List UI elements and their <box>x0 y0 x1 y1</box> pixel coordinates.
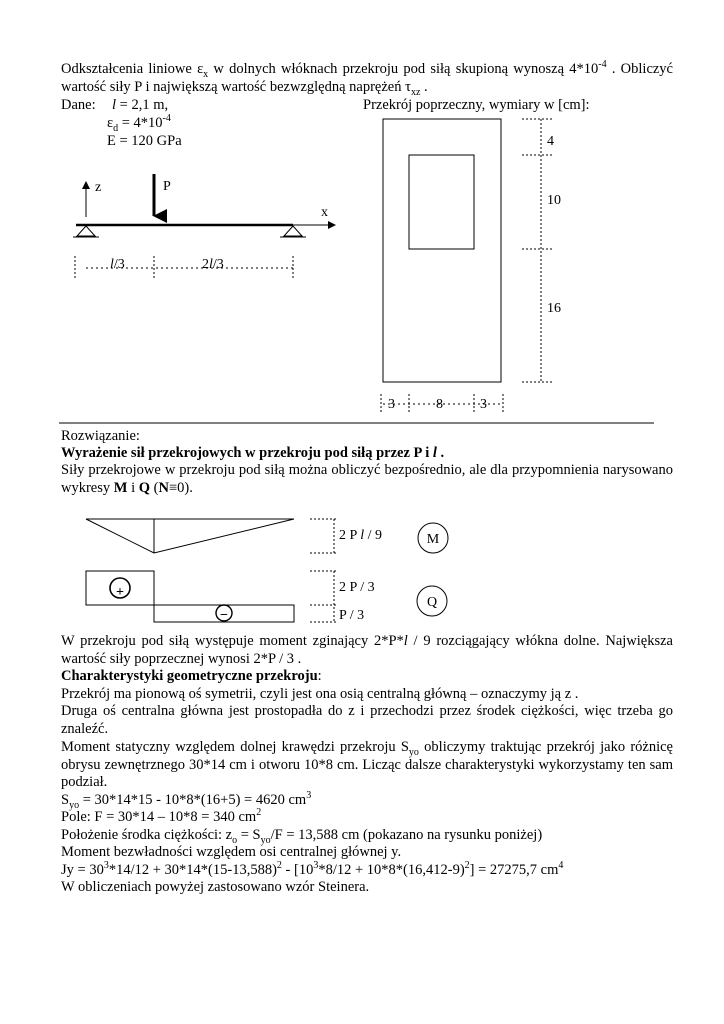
jy-e: ] = 27275,7 cm <box>469 862 559 878</box>
moment-text-b: / 9 rozciągający włókna dolne. Największa wartość siły poprzecznej wynosi 2*P / 3 . <box>61 633 673 667</box>
given-strain-sup: -4 <box>162 113 171 125</box>
moment-diagram <box>86 519 448 553</box>
span-label-1: l/3 <box>110 257 125 272</box>
left-support-icon <box>77 226 95 236</box>
problem-sup: -4 <box>598 59 607 71</box>
characteristics-heading <box>61 668 322 685</box>
centroid-sub1: o <box>232 834 238 846</box>
moment-text-var: l <box>403 633 408 649</box>
second-axis-paragraph: Druga oś centralna główna jest prostopadła do z i przechodzi przez środek ciężkości, więc trzeba go znaleźć. <box>61 703 673 737</box>
inertia-heading: Moment bezwładności względem osi centralnej głównej y. <box>61 844 402 860</box>
centroid-equation <box>61 827 542 844</box>
moment-paragraph <box>61 633 673 668</box>
intro-mid: i <box>127 479 139 496</box>
solution-title <box>61 445 444 462</box>
hole-section <box>409 155 474 249</box>
static-text-a: Moment statyczny względem dolnej krawędzi przekroju S <box>61 739 409 755</box>
shear-top-label: 2 P / 3 <box>339 580 375 595</box>
solution-intro <box>61 462 673 497</box>
centroid-sub2: yo <box>260 834 271 846</box>
intro-Q: Q <box>138 479 151 496</box>
plus-sign-text: + <box>116 585 124 600</box>
cross-section-diagram <box>381 119 561 413</box>
static-sub: yo <box>408 746 419 758</box>
minus-sign-text: − <box>220 608 228 623</box>
moment-circle-label: M <box>426 532 440 547</box>
static-text-b: obliczymy traktując przekrój jako różnicę obrysu zewnętrznego 30*14 cm i otworu 10*8 cm. Licząc dalsze charakterystyki wykorzystamy ten sam podział. <box>61 739 673 790</box>
syo-sup: 3 <box>306 790 312 802</box>
char-heading-text: Charakterystyki geometryczne przekroju <box>61 668 318 684</box>
syo-eq: = 30*14*15 - 10*8*(16+5) = 4620 cm <box>79 792 307 808</box>
dim-h-1: 3 <box>388 397 395 412</box>
given-strain-sub: d <box>113 122 119 134</box>
dim-v-1: 4 <box>547 134 554 149</box>
intro-text: Siły przekrojowe w przekroju pod siłą można obliczyć bezpośrednio, ale dla przypomnienia narysowano wykresy <box>61 462 673 496</box>
shear-circle-label: Q <box>426 595 438 610</box>
jy-s4: 2 <box>464 860 470 872</box>
given-strain-symbol: ε <box>107 115 114 131</box>
solution-title-text: Wyrażenie sił przekrojowych w przekroju pod siłą przez P i <box>61 445 433 461</box>
syo-S: S <box>61 792 70 808</box>
intro-paren: ( <box>150 479 159 496</box>
solution-heading: Rozwiązanie: <box>61 428 140 444</box>
section-caption: Przekrój poprzeczny, wymiary w [cm]: <box>363 97 590 113</box>
jy-b: *14/12 + 30*14*(15-13,588) <box>108 862 277 878</box>
x-axis-label: x <box>321 205 328 220</box>
problem-sub-xz: xz <box>410 86 421 98</box>
char-heading-colon: : <box>317 668 322 684</box>
jy-equation <box>61 862 563 879</box>
given-label: Dane: <box>61 97 96 113</box>
moment-shape <box>86 519 294 553</box>
jy-a: Jy = 30 <box>61 862 104 878</box>
intro-end: ≡0). <box>168 479 193 496</box>
jy-d: *8/12 + 10*8*(16,412-9) <box>318 862 465 878</box>
dim-h-2: 8 <box>436 397 443 412</box>
steiner-note: W obliczeniach powyżej zastosowano wzór Steinera. <box>61 879 370 895</box>
centroid-a: Położenie środka ciężkości: z <box>61 827 233 843</box>
area-equation <box>61 809 261 826</box>
syo-equation <box>61 792 311 809</box>
symmetry-line: Przekrój ma pionową oś symetrii, czyli jest ona osią centralną główną – oznaczymy ją z . <box>61 686 579 702</box>
intro-N: N <box>158 479 169 496</box>
area-eq: Pole: F = 30*14 – 10*8 = 340 cm <box>61 809 257 825</box>
given-modulus: E = 120 GPa <box>107 133 182 149</box>
jy-s2: 2 <box>276 860 282 872</box>
problem-text-1: Odkształcenia liniowe ε <box>61 61 204 77</box>
static-moment-paragraph <box>61 739 673 792</box>
outer-section <box>383 119 501 382</box>
intro-M: M <box>113 479 128 496</box>
beam-diagram <box>73 174 335 278</box>
dim-h-3: 3 <box>480 397 487 412</box>
given-strain-val: = 4*10 <box>118 115 163 131</box>
area-sup: 2 <box>256 807 262 819</box>
problem-sub-x: x <box>203 68 209 80</box>
force-label: P <box>163 179 171 194</box>
jy-s1: 3 <box>103 860 109 872</box>
jy-s3: 3 <box>313 860 319 872</box>
solution-title-end: . <box>436 445 445 461</box>
shear-diagram <box>86 571 447 623</box>
given-length-var: l <box>112 97 117 113</box>
jy-c: - [10 <box>281 862 314 878</box>
solution-title-var: l <box>432 445 437 461</box>
centroid-b: = S <box>237 827 261 843</box>
moment-value-label: 2 P l / 9 <box>339 528 383 543</box>
syo-sub: yo <box>69 799 80 811</box>
right-support-icon <box>284 226 302 236</box>
jy-s5: 4 <box>558 860 564 872</box>
given-length-val: = 2,1 m, <box>116 97 169 113</box>
dim-v-2: 10 <box>547 193 561 208</box>
span-label-2: 2l/3 <box>202 257 224 272</box>
problem-text-4: . <box>420 78 428 95</box>
problem-text-2: w dolnych włóknach przekroju pod siłą skupioną wynoszą 4*10 <box>208 61 599 77</box>
dim-v-3: 16 <box>547 301 561 316</box>
centroid-c: /F = 13,588 cm (pokazano na rysunku poniżej) <box>270 827 543 843</box>
shear-bottom-label: P / 3 <box>339 608 365 623</box>
problem-text-3: . Obliczyć wartość siły P i największą wartość bezwzględną naprężeń τ <box>61 61 673 95</box>
moment-text-a: W przekroju pod siłą występuje moment zginający 2*P* <box>61 633 404 649</box>
z-axis-label: z <box>95 180 102 195</box>
